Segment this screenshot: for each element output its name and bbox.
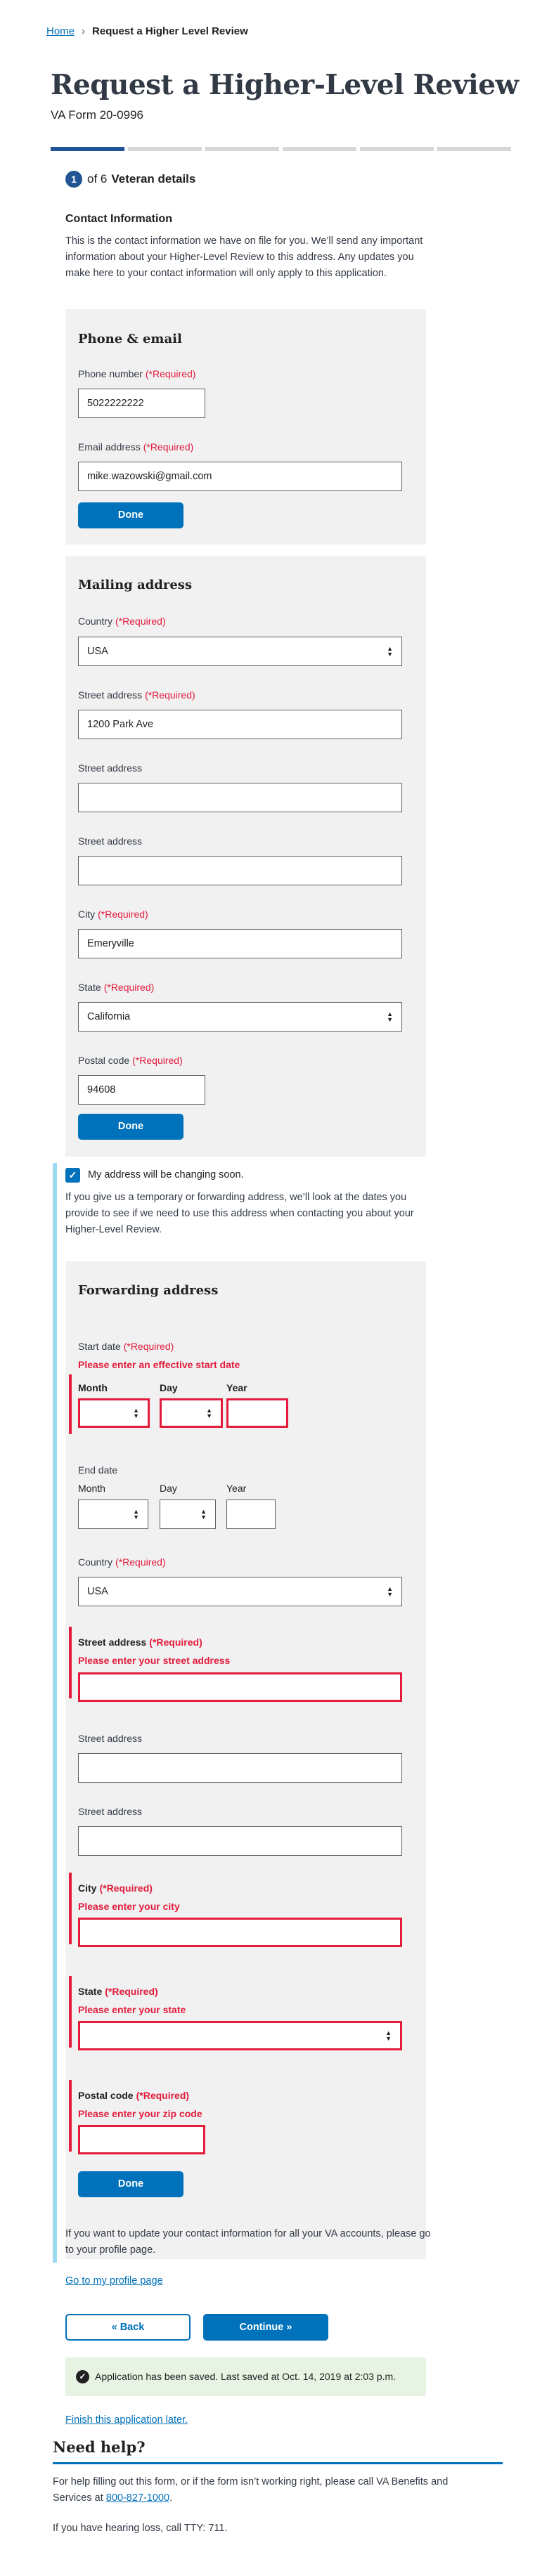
progress-segment-4	[283, 147, 356, 151]
breadcrumb-home-link[interactable]: Home	[46, 25, 75, 37]
end-day-label: Day	[160, 1483, 177, 1494]
mailing-city-label: City (*Required)	[78, 909, 148, 920]
mailing-title: Mailing address	[78, 578, 193, 592]
mailing-state-label: State (*Required)	[78, 982, 155, 993]
progress-segment-5	[360, 147, 434, 151]
forwarding-zip-error: Please enter your zip code	[78, 2108, 202, 2119]
step-heading	[87, 172, 195, 186]
profile-link-wrap	[65, 2275, 163, 2286]
start-month-select[interactable]	[78, 1398, 150, 1428]
email-label: Email address (*Required)	[78, 441, 194, 453]
start-date-label: Start date (*Required)	[78, 1341, 174, 1352]
continue-button[interactable]: Continue »	[203, 2314, 328, 2341]
email-input[interactable]: mike.wazowski@gmail.com	[78, 462, 402, 491]
mailing-zip-input[interactable]: 94608	[78, 1075, 205, 1105]
step-total: of 6	[87, 172, 108, 186]
checkmark-icon: ✓	[68, 1169, 77, 1180]
start-day-select[interactable]	[160, 1398, 223, 1428]
end-date-label: End date	[78, 1464, 118, 1476]
address-changing-label[interactable]: My address will be changing soon.	[88, 1169, 244, 1180]
mailing-street3-label: Street address	[78, 835, 143, 847]
check-circle-icon: ✓	[76, 2370, 89, 2383]
phone-input[interactable]: 5022222222	[78, 389, 205, 418]
progress-segment-6	[437, 147, 511, 151]
progress-segment-3	[205, 147, 279, 151]
forwarding-street3-input[interactable]	[78, 1826, 402, 1856]
mailing-state-select[interactable]: California ▲ ▼	[78, 1002, 402, 1032]
contact-heading: Contact Information	[65, 213, 172, 225]
forwarding-title: Forwarding address	[78, 1283, 219, 1298]
mailing-street2-input[interactable]	[78, 783, 402, 812]
select-arrows-icon: ▲ ▼	[133, 1508, 139, 1521]
select-arrows-icon: ▲ ▼	[387, 645, 393, 658]
end-day-select[interactable]	[160, 1500, 216, 1529]
mailing-city-input[interactable]: Emeryville	[78, 929, 402, 958]
mailing-street-input[interactable]: 1200 Park Ave	[78, 710, 402, 739]
forwarding-zip-error-bar	[69, 2080, 72, 2152]
help-divider	[53, 2462, 503, 2464]
forwarding-city-error-bar	[69, 1873, 72, 1944]
forwarding-zip-label: Postal code (*Required)	[78, 2090, 190, 2101]
page-title: Request a Higher-Level Review	[51, 69, 519, 101]
forwarding-country-select[interactable]: USA ▲ ▼	[78, 1577, 402, 1606]
forwarding-city-label: City (*Required)	[78, 1882, 153, 1894]
forwarding-done-button[interactable]: Done	[78, 2171, 183, 2197]
select-arrows-icon: ▲ ▼	[387, 1585, 393, 1598]
start-day-label: Day	[160, 1382, 178, 1393]
start-year-input[interactable]	[226, 1398, 288, 1428]
start-month-label: Month	[78, 1382, 108, 1393]
breadcrumb	[46, 25, 248, 37]
progress-segment-2	[128, 147, 202, 151]
finish-later-link[interactable]: Finish this application later.	[65, 2414, 188, 2426]
contact-intro: This is the contact information we have on file for you. We’ll send any important information about your Higher-Level Review to this address. Any updates you make here to your contact information will only apply to this application.	[65, 235, 423, 279]
breadcrumb-separator: ›	[82, 25, 86, 37]
forwarding-street-label: Street address (*Required)	[78, 1637, 202, 1648]
end-month-label: Month	[78, 1483, 105, 1494]
forwarding-state-error: Please enter your state	[78, 2004, 186, 2015]
forwarding-country-label: Country (*Required)	[78, 1556, 166, 1568]
forwarding-street-error-bar	[69, 1627, 72, 1698]
step-title: Veteran details	[111, 172, 196, 186]
forwarding-city-error: Please enter your city	[78, 1901, 180, 1912]
end-month-select[interactable]	[78, 1500, 148, 1529]
end-year-label: Year	[226, 1483, 247, 1494]
forwarding-zip-input[interactable]	[78, 2125, 205, 2154]
forwarding-section-bar	[53, 1163, 57, 2263]
forwarding-street3-label: Street address	[78, 1806, 143, 1817]
saved-message: Application has been saved. Last saved at Oct. 14, 2019 at 2:03 p.m.	[95, 2371, 397, 2382]
phone-email-title: Phone & email	[78, 332, 182, 346]
forwarding-state-label: State (*Required)	[78, 1986, 158, 1997]
phone-email-done-button[interactable]: Done	[78, 502, 183, 528]
back-button[interactable]: « Back	[65, 2314, 191, 2341]
address-changing-checkbox[interactable]	[65, 1168, 80, 1183]
form-number: VA Form 20-0996	[51, 108, 143, 122]
end-year-input[interactable]	[226, 1500, 276, 1529]
finish-later-wrap	[65, 2414, 188, 2426]
mailing-zip-label: Postal code (*Required)	[78, 1055, 183, 1066]
mailing-street-label: Street address (*Required)	[78, 689, 195, 701]
select-arrows-icon: ▲ ▼	[133, 1407, 139, 1419]
start-year-label: Year	[226, 1382, 247, 1393]
forwarding-street-input[interactable]	[78, 1672, 402, 1702]
help-phone-link[interactable]: 800-827-1000	[105, 2492, 170, 2504]
phone-label: Phone number (*Required)	[78, 368, 196, 379]
forwarding-street2-label: Street address	[78, 1733, 143, 1744]
help-text: For help filling out this form, or if the form isn’t working right, please call VA Benefits and Services at 800-827-1000.	[53, 2476, 449, 2504]
need-help-heading: Need help?	[53, 2438, 146, 2456]
progress-segment-1	[51, 147, 124, 151]
profile-note: If you want to update your contact information for all your VA accounts, please go to your profile page.	[65, 2228, 431, 2256]
mailing-country-label: Country (*Required)	[78, 616, 166, 627]
forwarding-street2-input[interactable]	[78, 1753, 402, 1783]
tty-text: If you have hearing loss, call TTY: 711.	[53, 2523, 228, 2534]
select-arrows-icon: ▲ ▼	[385, 2029, 392, 2042]
select-arrows-icon: ▲ ▼	[387, 1010, 393, 1023]
select-arrows-icon: ▲ ▼	[200, 1508, 207, 1521]
profile-page-link[interactable]: Go to my profile page	[65, 2275, 163, 2286]
mailing-street3-input[interactable]	[78, 856, 402, 885]
forwarding-state-error-bar	[69, 1976, 72, 2048]
mailing-street2-label: Street address	[78, 762, 143, 774]
step-number-badge: 1	[65, 171, 82, 188]
forwarding-city-input[interactable]	[78, 1918, 402, 1947]
breadcrumb-current: Request a Higher Level Review	[92, 25, 248, 37]
start-date-error-bar	[69, 1374, 72, 1434]
forwarding-state-select[interactable]	[78, 2021, 402, 2050]
mailing-done-button[interactable]: Done	[78, 1114, 183, 1140]
select-arrows-icon: ▲ ▼	[206, 1407, 212, 1419]
address-changing-note: If you give us a temporary or forwarding address, we’ll look at the dates you provide to see if we need to use this address when contacting you about your Higher-Level Review.	[65, 1192, 414, 1235]
mailing-country-select[interactable]: USA ▲ ▼	[78, 637, 402, 666]
forwarding-street-error: Please enter your street address	[78, 1655, 231, 1666]
start-date-error: Please enter an effective start date	[78, 1359, 240, 1370]
